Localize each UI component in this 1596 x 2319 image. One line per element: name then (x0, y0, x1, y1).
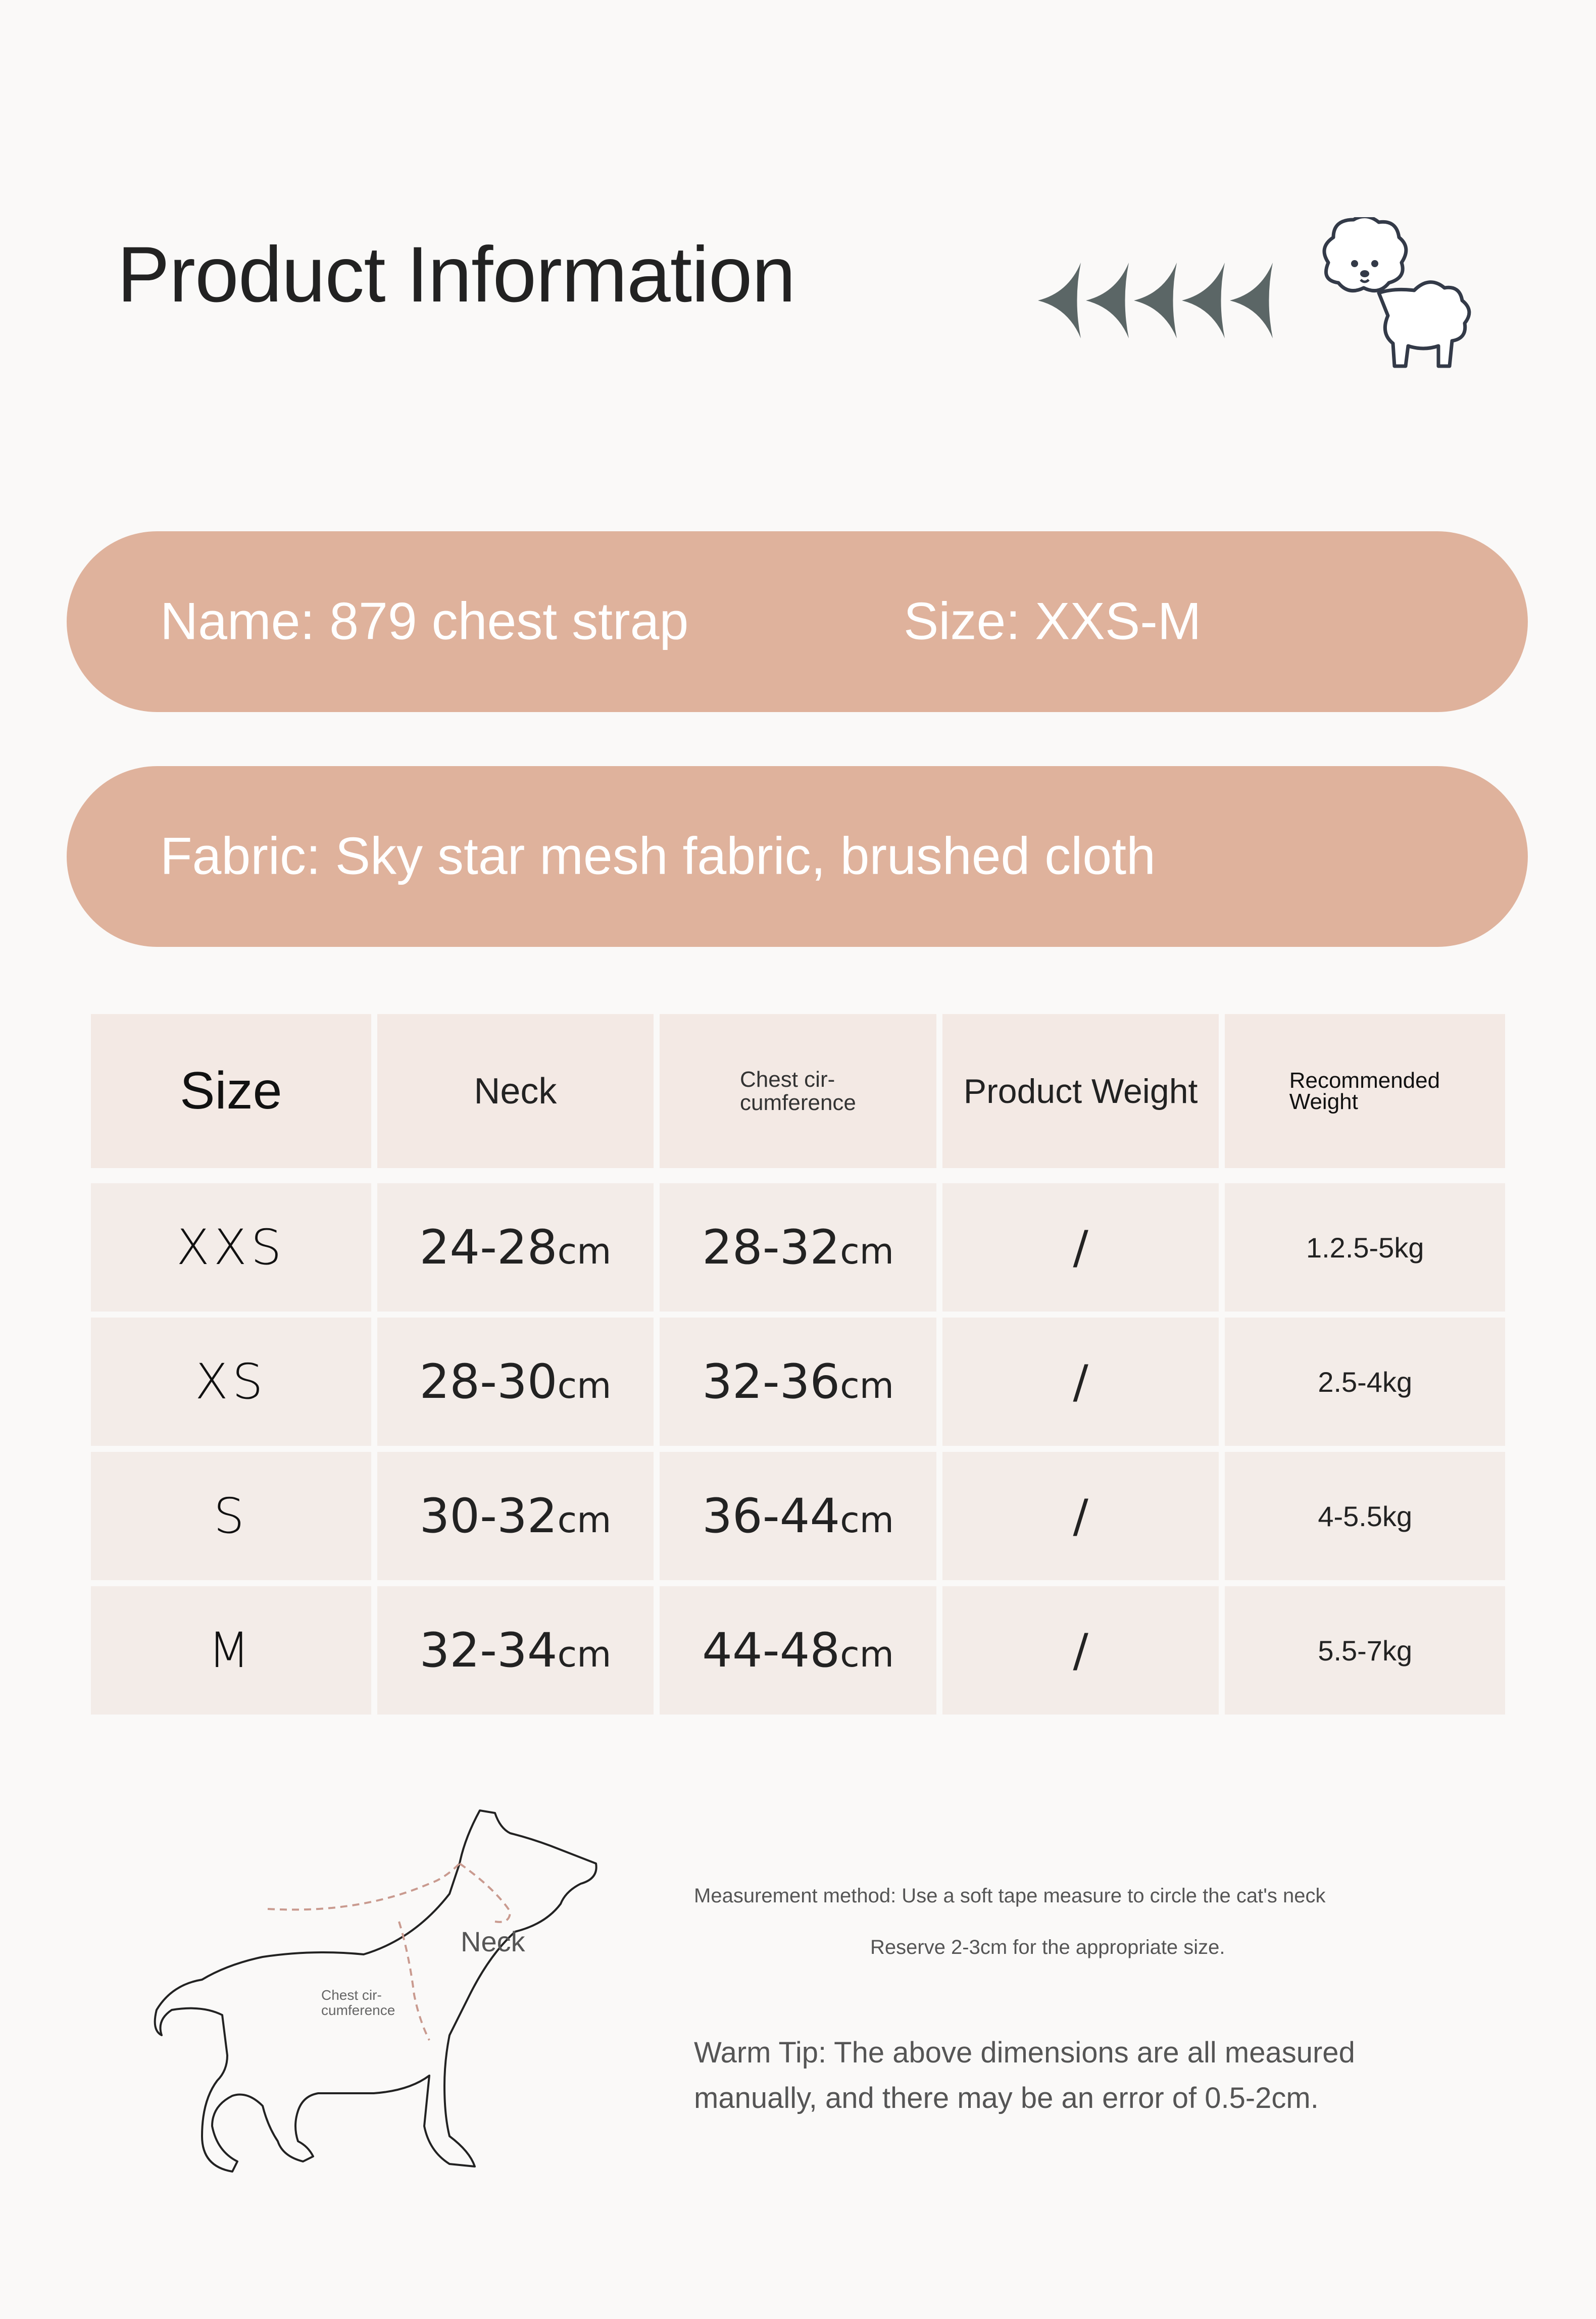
product-size-range: Size: XXS-M (904, 592, 1202, 651)
header-size: Size (91, 1014, 371, 1168)
size-table (91, 1014, 1505, 1721)
size-cell: S (213, 1488, 248, 1544)
neck-cell: 32-34cm (419, 1623, 612, 1678)
header-recommended-weight: Recommended Weight (1225, 1014, 1505, 1168)
weight-cell: / (1073, 1221, 1088, 1274)
header-chest: Chest cir-cumference (660, 1014, 936, 1168)
recommended-weight-cell: 4-5.5kg (1318, 1500, 1413, 1532)
warm-tip-note: Warm Tip: The above dimensions are all measured manually, and there may be an error of 0.5-2cm. (694, 2036, 1355, 2114)
chest-cell: 36-44cm (702, 1488, 894, 1544)
poodle-icon (1318, 217, 1480, 369)
product-info-pill (67, 531, 1528, 712)
size-cell: XXS (176, 1219, 286, 1276)
arrows-decoration-icon (1038, 263, 1290, 338)
recommended-weight-cell: 1.2.5-5kg (1306, 1231, 1424, 1264)
neck-diagram-label: Neck (461, 1926, 525, 1957)
chest-cell: 32-36cm (702, 1354, 894, 1409)
recommended-weight-cell: 2.5-4kg (1318, 1366, 1413, 1398)
page-title: Product Information (117, 231, 795, 319)
weight-cell: / (1073, 1489, 1088, 1543)
table-row (91, 1183, 1505, 1312)
chest-cell: 44-48cm (702, 1623, 894, 1678)
table-row (91, 1318, 1505, 1446)
neck-cell: 24-28cm (419, 1220, 612, 1275)
header-product-weight: Product Weight (942, 1014, 1219, 1168)
recommended-weight-cell: 5.5-7kg (1318, 1634, 1413, 1667)
size-cell: M (208, 1622, 254, 1679)
header-neck: Neck (377, 1014, 654, 1168)
weight-cell: / (1073, 1355, 1088, 1408)
table-row (91, 1586, 1505, 1715)
measurement-method-note: Measurement method: Use a soft tape measure to circle the cat's neck (694, 1885, 1326, 1907)
product-fabric: Fabric: Sky star mesh fabric, brushed cloth (160, 827, 1156, 886)
size-cell: XS (194, 1353, 267, 1410)
neck-cell: 28-30cm (419, 1354, 612, 1409)
fabric-pill (67, 766, 1528, 947)
product-name: Name: 879 chest strap (160, 592, 689, 651)
table-header-row (91, 1014, 1505, 1168)
chest-diagram-label: Chest cir-cumference (321, 1987, 395, 2018)
weight-cell: / (1073, 1624, 1088, 1677)
chest-cell: 28-32cm (702, 1220, 894, 1275)
table-row (91, 1452, 1505, 1580)
reserve-note: Reserve 2-3cm for the appropriate size. (870, 1936, 1225, 1958)
neck-cell: 30-32cm (419, 1488, 612, 1544)
